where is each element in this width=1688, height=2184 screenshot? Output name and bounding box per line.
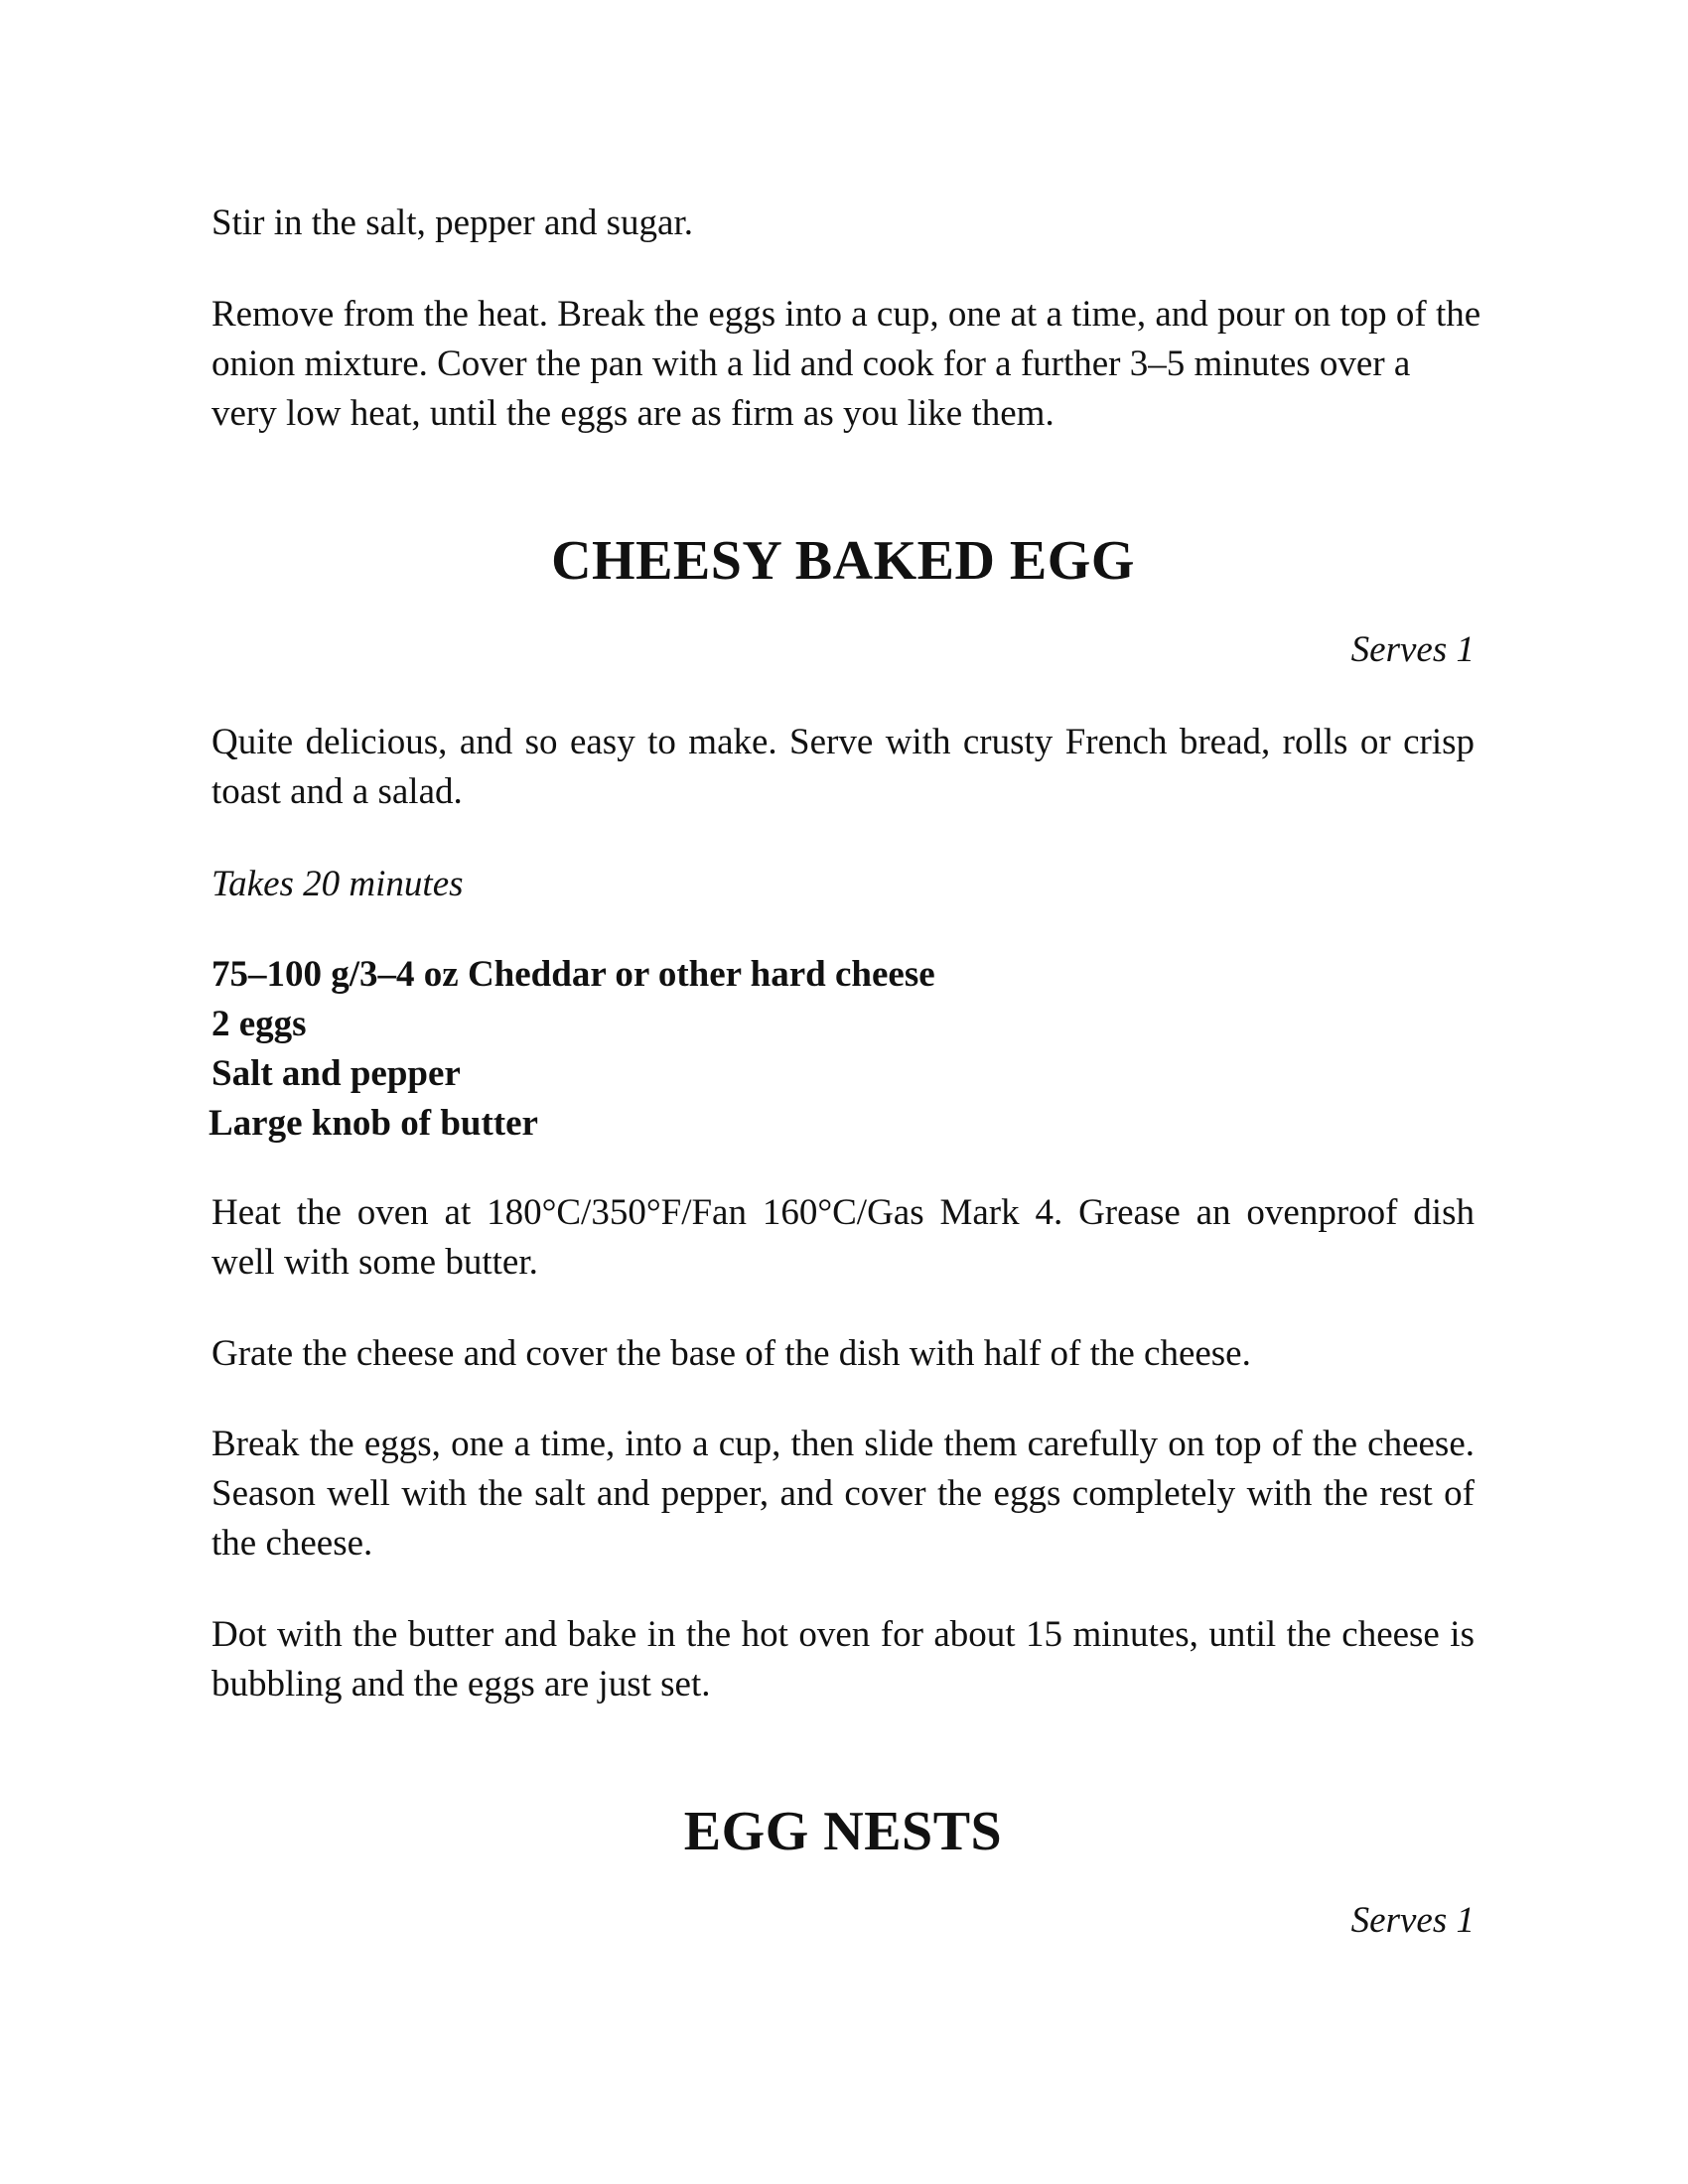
time-label: Takes 20 minutes (211, 864, 464, 904)
recipe-title-egg-nests: EGG NESTS (683, 1801, 1003, 1862)
recipe-title-cheesy-baked-egg: CHEESY BAKED EGG (551, 530, 1135, 592)
recipe-description: Quite delicious, and so easy to make. Serve with crusty French bread, rolls or crisp toast and a salad. (211, 722, 1475, 812)
method-step-3: Break the eggs, one a time, into a cup, then slide them carefully on top of the cheese. Season well with the salt and pepper, and cover the eggs completely with the rest of the cheese. (211, 1424, 1475, 1564)
intro-paragraph-2: Remove from the heat. Break the eggs into a cup, one at a time, and pour on top of the onion mixture. Cover the pan with a lid and cook for a further 3–5 minutes over a very low heat, until the eggs are as firm as you like them. (211, 294, 1481, 434)
ingredient-list (211, 950, 935, 1149)
ingredient-item: Salt and pepper (211, 1053, 461, 1094)
ingredient-item: Large knob of butter (209, 1103, 538, 1144)
method-step-4: Dot with the butter and bake in the hot oven for about 15 minutes, until the cheese is bubbling and the eggs are just set. (211, 1614, 1475, 1705)
ingredient-item: 75–100 g/3–4 oz Cheddar or other hard cheese (211, 954, 935, 995)
serves-label: Serves 1 (1350, 629, 1475, 670)
method-step-1: Heat the oven at 180°C/350°F/Fan 160°C/Gas Mark 4. Grease an ovenproof dish well with some butter. (211, 1192, 1475, 1283)
method-step-2: Grate the cheese and cover the base of the dish with half of the cheese. (211, 1333, 1251, 1374)
intro-paragraph-1: Stir in the salt, pepper and sugar. (211, 203, 694, 243)
ingredient-item: 2 eggs (211, 1004, 307, 1044)
serves-label: Serves 1 (1350, 1900, 1475, 1941)
